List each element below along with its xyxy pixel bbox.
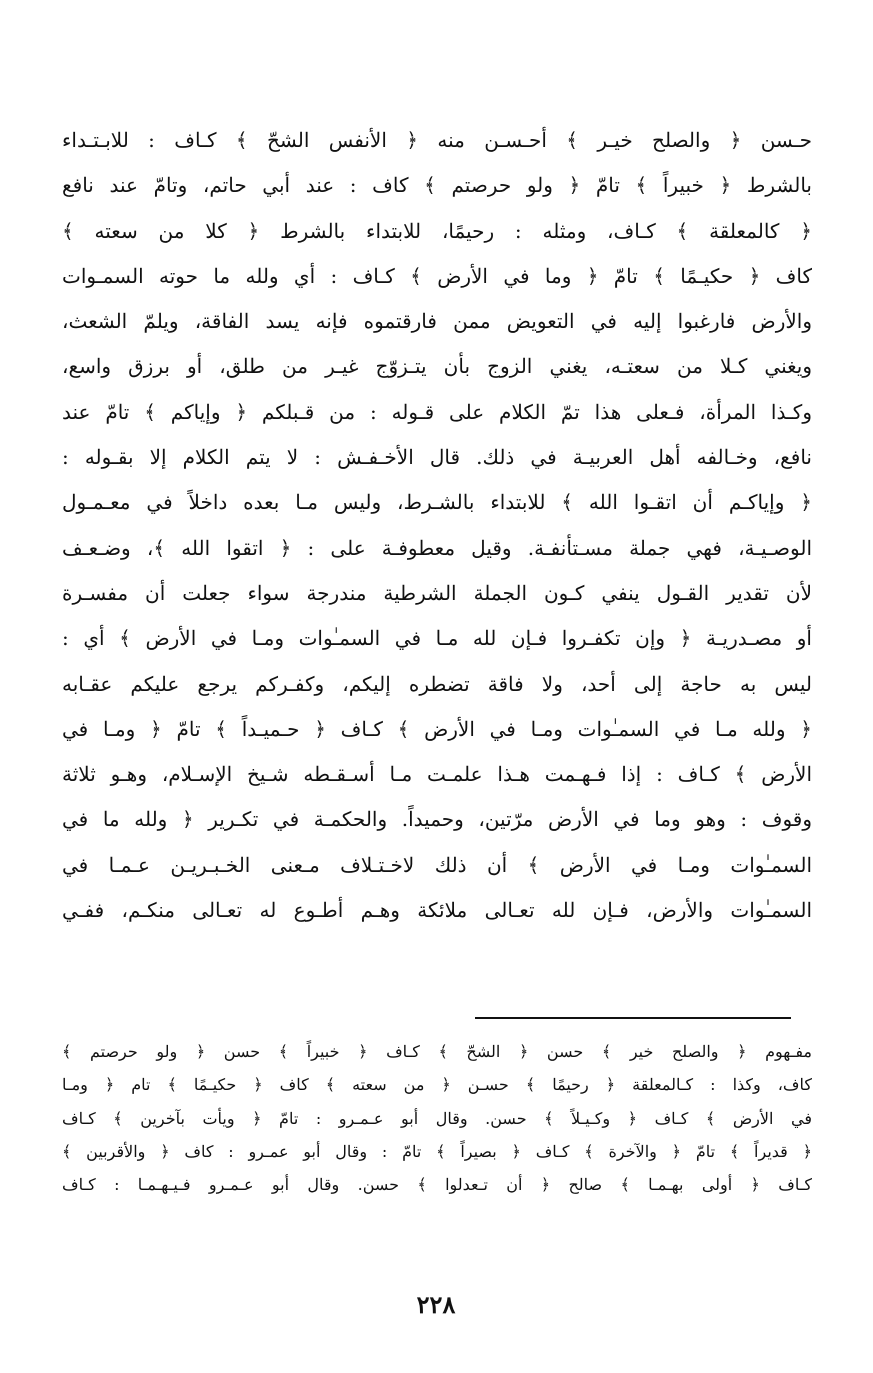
- page-number: ٢٢٨: [416, 1290, 456, 1319]
- main-text-line: أو مصـدريـة ﴿ وإن تكفـروا فـإن لله مـا في السمـٰوات ومـا في الأرض ﴾ أي :: [62, 626, 812, 651]
- footnote-block: [62, 1035, 812, 1201]
- main-text-line: حـسن ﴿ والصلح خيـر ﴾ أحـسـن منه ﴿ الأنفس الشحّ ﴾ كـاف : للابـتـداء: [62, 128, 812, 152]
- main-text-line: السمـٰوات والأرض، فـإن لله تعـالى ملائكة وهـم أطـوع له تعـالى منكـم، ففـي: [62, 898, 812, 923]
- main-text-line: كاف ﴿ حكيـمًا ﴾ تامّ ﴿ وما في الأرض ﴾ كـاف : أي ولله ما حوته السمـوات: [62, 263, 812, 288]
- main-text-line: ويغني كـلا من سعتـه، يغني الزوج بأن يتـزوّج غيـر من طلق، أو برزق واسع،: [62, 354, 812, 379]
- footnote-separator: [475, 1017, 791, 1019]
- main-text-line: الوصـيـة، فهي جملة مسـتأنفـة. وقيل معطوفـة على : ﴿ اتقوا الله ﴾، وضـعـف: [62, 535, 812, 560]
- main-text-line: ليس به حاجة إلى أحد، ولا فاقة تضطره إليكم، وكفـركم يرجع عليكم عقـابه: [62, 671, 812, 696]
- main-text-line: الأرض ﴾ كـاف : إذا فـهـمت هـذا علمـت مـا أسـقـطه شـيخ الإسـلام، وهـو ثلاثة: [62, 762, 812, 787]
- main-text-line: لأن تقدير القـول ينفي كـون الجملة الشرطية مندرجة سواء جعلت أن مفسـرة: [62, 580, 812, 605]
- main-text-line: وكـذا المرأة، فـعلى هذا تمّ الكلام على قـوله : من قـبلكم ﴿ وإياكم ﴾ تامّ عند: [62, 399, 812, 424]
- main-text-line: بالشرط ﴿ خبيراً ﴾ تامّ ﴿ ولو حرصتم ﴾ كاف : عند أبي حاتم، وتامّ عند نافع: [62, 173, 812, 198]
- main-text-block: [62, 118, 812, 933]
- footnote-line: كـاف ﴿ أولى بهـمـا ﴾ صالح ﴿ أن تـعدلوا ﴾ حسن. وقال أبو عـمـرو فـيـهـمـا : كـاف: [62, 1175, 812, 1195]
- main-text-line: ﴿ وإياكـم أن اتقـوا الله ﴾ للابتداء بالشـرط، وليس مـا بعده داخلاً في معـمـول: [62, 490, 812, 515]
- main-text-line: والأرض فارغبوا إليه في التعويض ممن فارقتموه فإنه يسد الفاقة، ويلمّ الشعث،: [62, 309, 812, 334]
- footnote-line: كاف، وكذا : كـالمعلقة ﴿ رحيمًا ﴾ حسـن ﴿ من سعته ﴾ كاف ﴿ حكيـمًا ﴾ تام ﴿ ومـا: [62, 1075, 812, 1095]
- footnote-line: في الأرض ﴾ كـاف ﴿ وكـيـلاً ﴾ حسن. وقال أبو عـمـرو : تامّ ﴿ ويأت بآخرين ﴾ كـاف: [62, 1108, 812, 1128]
- main-text-line: ﴿ كالمعلقة ﴾ كـاف، ومثله : رحيمًا، للابتداء بالشرط ﴿ كلا من سعته ﴾: [62, 218, 812, 243]
- main-text-line: نافع، وخـالفه أهل العربيـة في ذلك. قال الأخـفـش : لا يتم الكلام إلا بقـوله :: [62, 445, 812, 470]
- footnote-line: ﴿ قديراً ﴾ تامّ ﴿ والآخرة ﴾ كـاف ﴿ بصيراً ﴾ تامّ : وقال أبو عمـرو : كاف ﴿ والأقربين ﴾: [62, 1141, 812, 1161]
- footnote-line: مفـهوم ﴿ والصلح خير ﴾ حسن ﴿ الشحّ ﴾ كـاف ﴿ خبيراً ﴾ حسن ﴿ ولو حرصتم ﴾: [62, 1042, 812, 1061]
- main-text-line: السمـٰوات ومـا في الأرض ﴾ أن ذلك لاخـتـلاف مـعنى الخـبـريـن عـمـا في: [62, 852, 812, 877]
- main-text-line: ﴿ ولله مـا في السمـٰوات ومـا في الأرض ﴾ كـاف ﴿ حـميـداً ﴾ تامّ ﴿ ومـا في: [62, 716, 812, 741]
- main-text-line: وقوف : وهو وما في الأرض مرّتين، وحميداً. والحكمـة في تكـرير ﴿ ولله ما في: [62, 807, 812, 832]
